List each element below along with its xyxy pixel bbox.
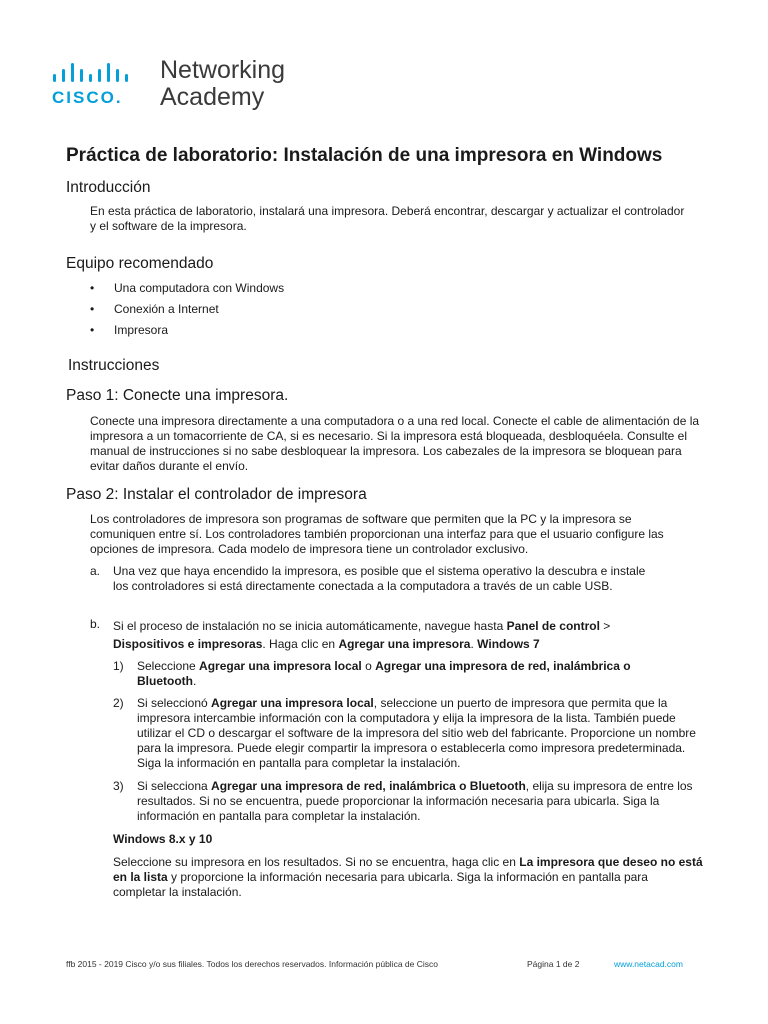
- windows8-text: Seleccione su impresora en los resultados. Si no se encuentra, haga clic en La impresora que deseo no está en la lista y proporcione la información necesaria para ubicarla. Siga la información en pantalla para completar la instalación.: [113, 855, 703, 899]
- list-marker: 1): [113, 659, 124, 673]
- substep-1-text: Seleccione Agregar una impresora local o Agregar una impresora de red, inalámbrica o Bluetooth.: [137, 659, 631, 688]
- list-marker: 2): [113, 696, 124, 710]
- step2-item-a-text: Una vez que haya encendido la impresora, es posible que el sistema operativo la descubra e instale los controladores si está directamente conectada a la computadora a través de un cable USB.: [113, 564, 646, 593]
- footer-page-number: Página 1 de 2: [527, 959, 580, 969]
- bullet-icon: •: [90, 281, 95, 295]
- logo-networking-text: Networking: [160, 56, 286, 84]
- logo-academy-text: Academy: [160, 83, 265, 111]
- step2-heading: Paso 2: Instalar el controlador de impresora: [66, 486, 367, 503]
- list-item-text: Una computadora con Windows: [114, 281, 285, 295]
- substep-3-text: Si selecciona Agregar una impresora de red, inalámbrica o Bluetooth, elija su impresora de entre los resultados. Si no se encuentra, puede proporcionar la información necesaria para ubicarla. Siga la información en pantalla para completar la instalación.: [137, 779, 693, 823]
- cisco-bars-icon: [52, 62, 142, 84]
- bullet-icon: •: [90, 302, 95, 316]
- document-title: Práctica de laboratorio: Instalación de una impresora en Windows: [66, 145, 663, 166]
- step1-heading: Paso 1: Conecte una impresora.: [66, 387, 289, 404]
- footer-copyright: ffb 2015 - 2019 Cisco y/o sus filiales. Todos los derechos reservados. Información pública de Cisco: [66, 959, 438, 969]
- footer-url-link[interactable]: www.netacad.com: [614, 959, 683, 969]
- cisco-wordmark: CISCO.: [52, 88, 123, 107]
- intro-text: En esta práctica de laboratorio, instalará una impresora. Deberá encontrar, descargar y actualizar el controlador y el software de la impresora.: [90, 204, 685, 233]
- step2-item-b-text: Si el proceso de instalación no se inicia automáticamente, navegue hasta Panel de control > Dispositivos e impresoras. Haga clic en Agregar una impresora. Windows 7: [113, 619, 611, 651]
- intro-heading: Introducción: [66, 179, 151, 196]
- substep-2-text: Si seleccionó Agregar una impresora local, seleccione un puerto de impresora que permita que la impresora intercambie información con la computadora y elija la impresora de la lista. También puede utilizar el CD o descargar el software de la impresora del sitio web del fabricante. Proporcione un nombre para la impresora. Puede elegir compartir la impresora o establecerla como impresora predeterminada. Siga la información en pantalla para completar la instalación.: [137, 696, 696, 770]
- bullet-icon: •: [90, 323, 95, 337]
- instructions-heading: Instrucciones: [68, 357, 160, 374]
- cisco-networking-academy-logo: [52, 58, 312, 118]
- step2-text: Los controladores de impresora son programas de software que permiten que la PC y la impresora se comuniquen entre sí. Los controladores también proporcionan una interfaz para que el usuario configure las opciones de impresora. Cada modelo de impresora tiene un controlador exclusivo.: [90, 512, 664, 556]
- list-marker: b.: [90, 617, 101, 631]
- windows8-heading: Windows 8.x y 10: [113, 832, 213, 846]
- list-marker: 3): [113, 779, 124, 793]
- list-item-text: Conexión a Internet: [114, 302, 219, 316]
- step1-text: Conecte una impresora directamente a una computadora o a una red local. Conecte el cable de alimentación de la impresora a un tomacorriente de CA, si es necesario. Si la impresora está bloqueada, desbloquéela. Consulte el manual de instrucciones si no sabe desbloquear la impresora. Los cabezales de la impresora se bloquean para evitar daños durante el envío.: [90, 414, 700, 473]
- list-item-text: Impresora: [114, 323, 169, 337]
- list-marker: a.: [90, 564, 101, 578]
- equipment-heading: Equipo recomendado: [66, 255, 214, 272]
